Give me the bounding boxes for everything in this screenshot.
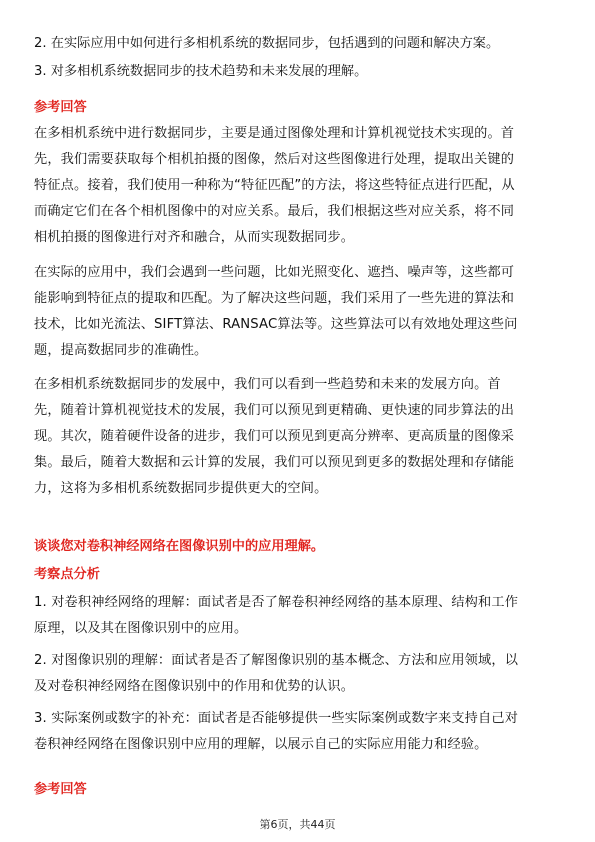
answer-heading: 参考回答 xyxy=(34,100,87,115)
list-item: 3. 对多相机系统数据同步的技术趋势和未来发展的理解。 xyxy=(34,64,368,79)
analysis-item: 3. 实际案例或数字的补充：面试者是否能够提供一些实际案例或数字来支持自己对 卷积神经网络在图像识别中应用的理解，以展示自己的实际应用能力和经验。 xyxy=(34,711,519,752)
page-number: 第6页，共44页 xyxy=(259,818,336,831)
analysis-heading: 考察点分析 xyxy=(34,567,100,582)
list-item: 2. 在实际应用中如何进行多相机系统的数据同步，包括遇到的问题和解决方案。 xyxy=(34,36,500,51)
answer-paragraph-3: 在多相机系统数据同步的发展中，我们可以看到一些趋势和未来的发展方向。首 先，随着计算机视觉技术的发展，我们可以预见到更精确、更快速的同步算法的出 现。其次，随着硬件设备的进步，我们可以预见到更高分辨率、更高质量的图像采 集。最后，随着大数据和云计算的发展，我们可以预见到更多的数据处理和存储能 力，这将为多相机系统数据同步提供更大的空间。 xyxy=(34,377,515,496)
analysis-item: 2. 对图像识别的理解：面试者是否了解图像识别的基本概念、方法和应用领域，以 及对卷积神经网络在图像识别中的作用和优势的认识。 xyxy=(34,653,519,694)
question-title: 谈谈您对卷积神经网络在图像识别中的应用理解。 xyxy=(34,539,325,554)
analysis-list xyxy=(34,593,562,755)
analysis-item: 1. 对卷积神经网络的理解：面试者是否了解卷积神经网络的基本原理、结构和工作 原理，以及其在图像识别中的应用。 xyxy=(34,595,519,636)
answer-paragraph-2: 在实际的应用中，我们会遇到一些问题，比如光照变化、遮挡、噪声等，这些都可 能影响到特征点的提取和匹配。为了解决这些问题，我们采用了一些先进的算法和 技术，比如光流法、SIFT算法、RANSAC算法等。这些算法可以有效地处理这些问 题，提高数据同步的准确性。 xyxy=(34,265,518,358)
answer-paragraph-1: 在多相机系统中进行数据同步，主要是通过图像处理和计算机视觉技术实现的。首 先，我们需要获取每个相机拍摄的图像，然后对这些图像进行处理，提取出关键的 特征点。接着，我们使用一种称为“特征匹配”的方法，将这些特征点进行匹配，从 而确定它们在各个相机图像中的对应关系。最后，我们根据这些对应关系，将不同 相机拍摄的图像进行对齐和融合，从而实现数据同步。 xyxy=(34,126,515,245)
previous-question-items xyxy=(34,34,562,82)
answer-heading-2: 参考回答 xyxy=(34,782,87,797)
